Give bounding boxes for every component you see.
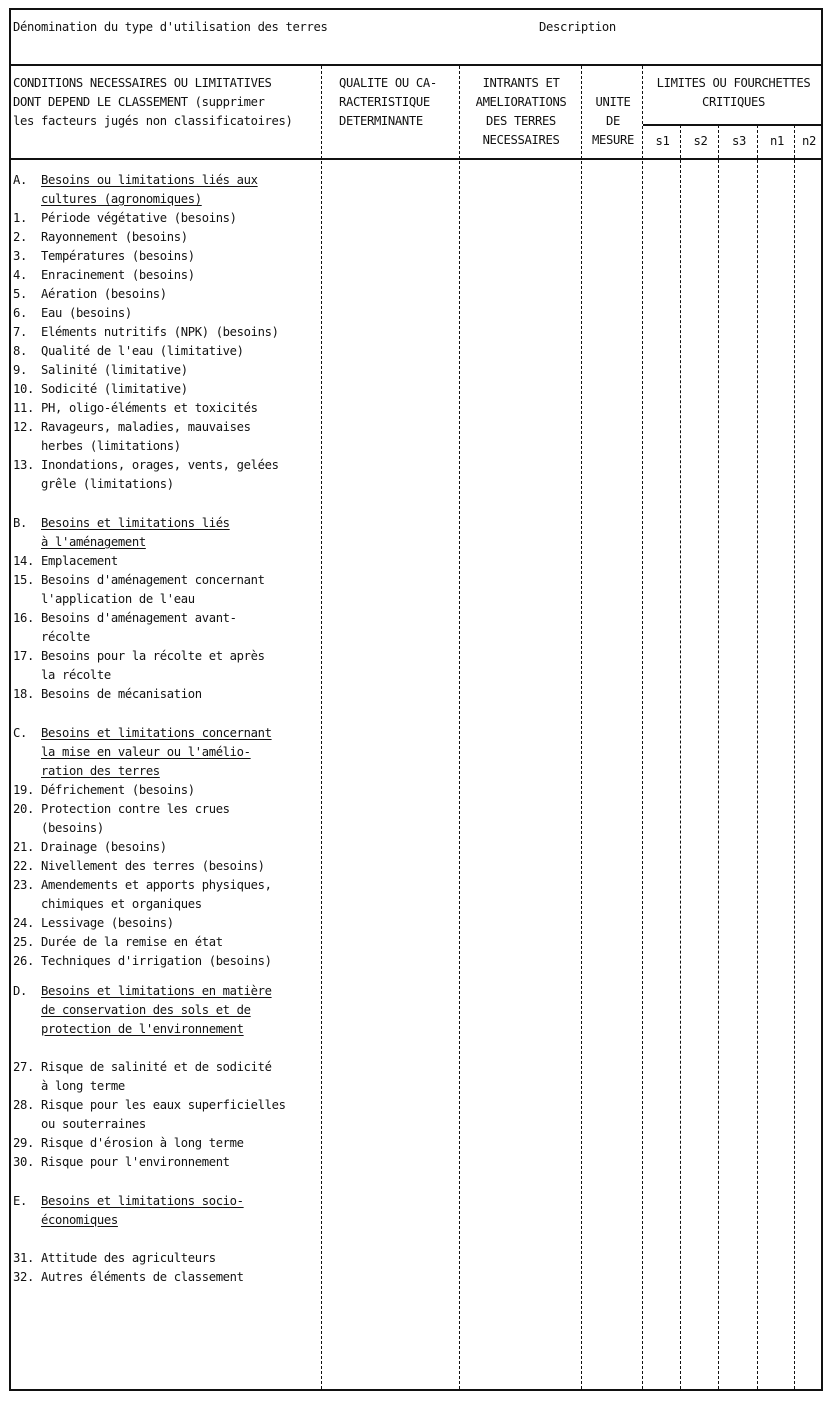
class-s2-header: s2 [693, 134, 708, 148]
conditions-header-line: DONT DEPEND LE CLASSEMENT (supprimer [13, 95, 265, 109]
conditions-header-line: CONDITIONS NECESSAIRES OU LIMITATIVES [13, 76, 272, 90]
header-separator [9, 64, 823, 66]
section-b-heading-cont [13, 533, 146, 552]
section-d-heading-cont [13, 1020, 244, 1039]
list-item: 26. Techniques d'irrigation (besoins) [13, 954, 272, 968]
divider-s1-s2 [680, 125, 681, 1389]
section-letter: D. [13, 984, 27, 998]
list-item: 12. Ravageurs, maladies, mauvaises [13, 420, 251, 434]
section-title-line: protection de l'environnement [41, 1022, 244, 1036]
section-a-heading [13, 171, 258, 190]
list-item: 24. Lessivage (besoins) [13, 916, 174, 930]
section-letter: A. [13, 173, 27, 187]
divider-intrants-unite [581, 66, 582, 1389]
conditions-header-line: les facteurs jugés non classificatoires) [13, 114, 293, 128]
section-e-heading [13, 1192, 244, 1211]
class-s3-header: s3 [732, 134, 746, 148]
section-c-heading [13, 724, 272, 743]
description-label: Description [539, 20, 616, 34]
list-item: 22. Nivellement des terres (besoins) [13, 859, 265, 873]
section-title-line: ration des terres [41, 764, 160, 778]
limites-header-line: CRITIQUES [702, 95, 765, 109]
qualite-header-line: QUALITE OU CA- [339, 76, 437, 90]
list-item: 17. Besoins pour la récolte et après [13, 649, 265, 663]
list-item-cont: chimiques et organiques [41, 897, 202, 911]
limites-subheader-line [643, 124, 823, 126]
list-item: 15. Besoins d'aménagement concernant [13, 573, 265, 587]
land-use-classification-form [9, 8, 823, 1391]
list-item: 18. Besoins de mécanisation [13, 687, 202, 701]
divider-s2-s3 [718, 125, 719, 1389]
list-item-cont: récolte [41, 630, 90, 644]
list-item: 9. Salinité (limitative) [13, 363, 188, 377]
section-b-heading [13, 514, 230, 533]
list-item: 28. Risque pour les eaux superficielles [13, 1098, 286, 1112]
list-item: 10. Sodicité (limitative) [13, 382, 188, 396]
section-title-line: Besoins et limitations socio- [41, 1194, 244, 1208]
intrants-header-line: DES TERRES [486, 114, 556, 128]
section-e-heading-cont [13, 1211, 118, 1230]
list-item: 3. Températures (besoins) [13, 249, 195, 263]
list-item-cont: l'application de l'eau [41, 592, 195, 606]
section-title-line: Besoins et limitations concernant [41, 726, 272, 740]
column-header-separator [9, 158, 823, 160]
list-item: 2. Rayonnement (besoins) [13, 230, 188, 244]
list-item: 7. Eléments nutritifs (NPK) (besoins) [13, 325, 279, 339]
section-c-heading-cont [13, 743, 251, 762]
qualite-header-line: DETERMINANTE [339, 114, 423, 128]
unite-header-line: DE [606, 114, 620, 128]
section-c-heading-cont [13, 762, 160, 781]
list-item: 21. Drainage (besoins) [13, 840, 167, 854]
divider-n1-n2 [794, 125, 795, 1389]
list-item: 27. Risque de salinité et de sodicité [13, 1060, 272, 1074]
section-title-line: économiques [41, 1213, 118, 1227]
unite-header-line: MESURE [592, 133, 634, 147]
divider-s3-n1 [757, 125, 758, 1389]
list-item: 13. Inondations, orages, vents, gelées [13, 458, 279, 472]
list-item: 32. Autres éléments de classement [13, 1270, 244, 1284]
section-letter: E. [13, 1194, 27, 1208]
list-item: 31. Attitude des agriculteurs [13, 1251, 216, 1265]
list-item-cont: grêle (limitations) [41, 477, 174, 491]
list-item: 14. Emplacement [13, 554, 118, 568]
intrants-header-line: AMELIORATIONS [475, 95, 567, 109]
class-n2-header: n2 [802, 134, 816, 148]
section-title-line: la mise en valeur ou l'amélio- [41, 745, 251, 759]
section-a-heading-cont [13, 190, 202, 209]
list-item: 30. Risque pour l'environnement [13, 1155, 230, 1169]
divider-qualite-intrants [459, 66, 460, 1389]
qualite-header-line: RACTERISTIQUE [339, 95, 430, 109]
limites-header-line: LIMITES OU FOURCHETTES [656, 76, 811, 90]
top-border [9, 8, 823, 10]
list-item: 5. Aération (besoins) [13, 287, 167, 301]
list-item: 1. Période végétative (besoins) [13, 211, 237, 225]
list-item: 6. Eau (besoins) [13, 306, 132, 320]
section-letter: C. [13, 726, 27, 740]
unite-header-line: UNITE [595, 95, 631, 109]
list-item-cont: (besoins) [41, 821, 104, 835]
list-item-cont: à long terme [41, 1079, 125, 1093]
list-item: 20. Protection contre les crues [13, 802, 230, 816]
list-item-cont: ou souterraines [41, 1117, 146, 1131]
class-n1-header: n1 [770, 134, 784, 148]
section-title-line: Besoins et limitations en matière [41, 984, 272, 998]
denomination-label: Dénomination du type d'utilisation des terres [13, 20, 328, 34]
right-border [821, 8, 823, 1391]
section-title-line: de conservation des sols et de [41, 1003, 251, 1017]
bottom-border [9, 1389, 823, 1391]
section-letter: B. [13, 516, 27, 530]
left-border [9, 8, 11, 1391]
list-item: 25. Durée de la remise en état [13, 935, 223, 949]
section-d-heading-cont [13, 1001, 251, 1020]
list-item: 19. Défrichement (besoins) [13, 783, 195, 797]
section-d-heading [13, 982, 272, 1001]
list-item: 23. Amendements et apports physiques, [13, 878, 272, 892]
list-item: 29. Risque d'érosion à long terme [13, 1136, 244, 1150]
section-title-line: Besoins ou limitations liés aux [41, 173, 258, 187]
class-s1-header: s1 [655, 134, 670, 148]
section-title-line: Besoins et limitations liés [41, 516, 230, 530]
section-title-line: à l'aménagement [41, 535, 146, 549]
list-item-cont: la récolte [41, 668, 111, 682]
divider-unite-limites [642, 66, 643, 1389]
intrants-header-line: INTRANTS ET [482, 76, 560, 90]
divider-conditions-qualite [321, 66, 322, 1389]
intrants-header-line: NECESSAIRES [482, 133, 560, 147]
list-item: 8. Qualité de l'eau (limitative) [13, 344, 244, 358]
list-item: 11. PH, oligo-éléments et toxicités [13, 401, 258, 415]
list-item-cont: herbes (limitations) [41, 439, 181, 453]
list-item: 16. Besoins d'aménagement avant- [13, 611, 237, 625]
section-title-line: cultures (agronomiques) [41, 192, 202, 206]
list-item: 4. Enracinement (besoins) [13, 268, 195, 282]
